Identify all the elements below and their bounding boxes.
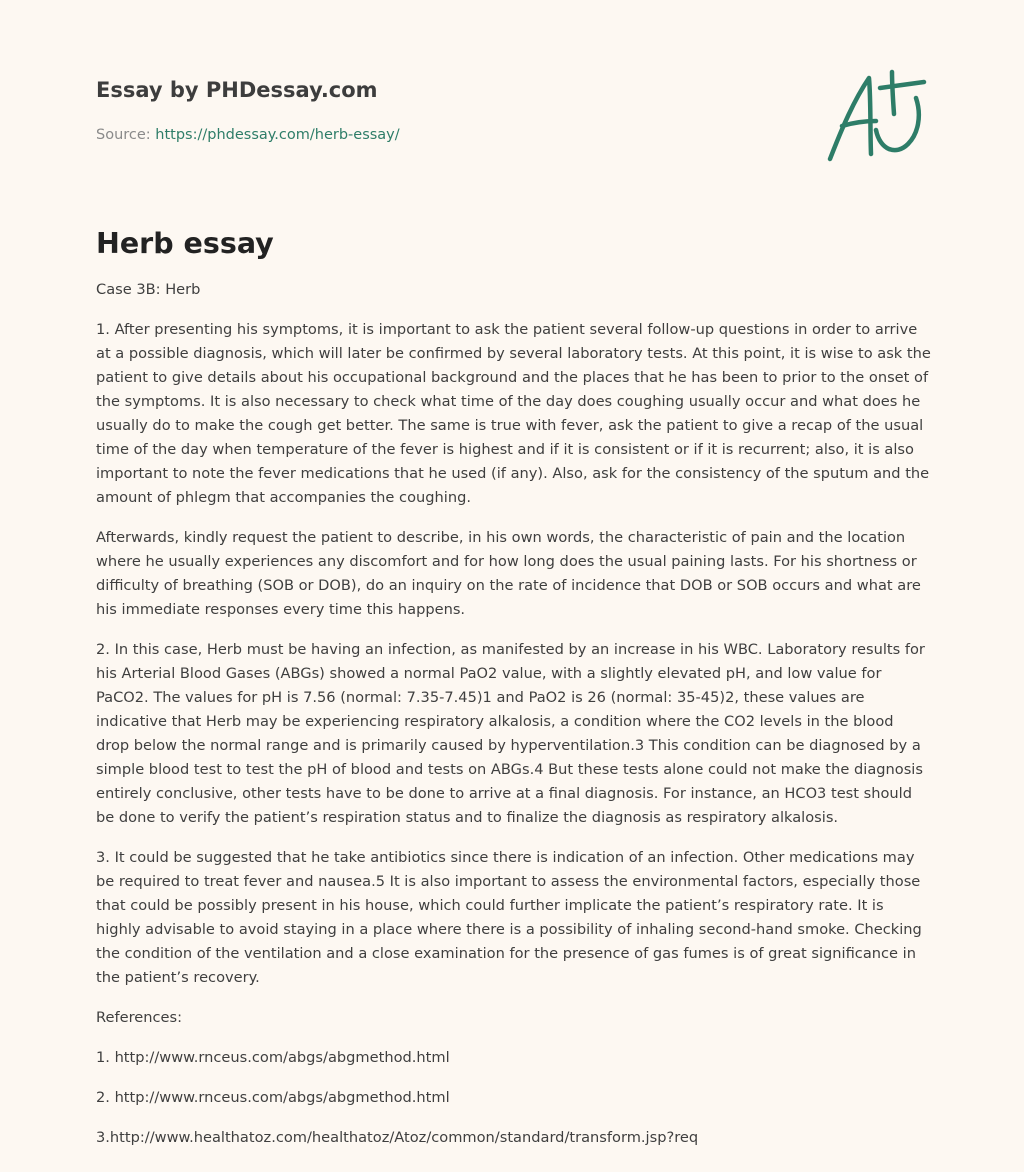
essay-paragraph: Afterwards, kindly request the patient to describe, in his own words, the characteristic of pain and the location where he usually experiences any discomfort and for how long does the usual paining lasts. For his shortness or difficulty of breathing (SOB or DOB), do an inquiry on the rate of incidence that DOB or SOB occurs and what are his immediate responses every time this happens.: [96, 529, 921, 618]
essay-title: Herb essay: [96, 227, 274, 260]
site-header: [96, 74, 656, 146]
a-plus-logo-icon: [822, 66, 930, 168]
essay-paragraph: 2. In this case, Herb must be having an infection, as manifested by an increase in his WBC. Laboratory results for his Arterial Blood Gases (ABGs) showed a normal PaO2 value, with a slightly elevated pH, and low value for PaCO2. The values for pH is 7.56 (normal: 7.35-7.45)1 and PaO2 is 26 (normal: 35-45)2, these values are indicative that Herb may be experiencing respiratory alkalosis, a condition where the CO2 levels in the blood drop below the normal range and is primarily caused by hyperventilation.3 This condition can be diagnosed by a simple blood test to test the pH of blood and tests on ABGs.4 But these tests alone could not make the diagnosis entirely conclusive, other tests have to be done to arrive at a final diagnosis. For instance, an HCO3 test should be done to verify the patient’s respiration status and to finalize the diagnosis as respiratory alkalosis.: [96, 641, 925, 826]
essay-paragraph: 1. After presenting his symptoms, it is important to ask the patient several follow-up questions in order to arrive at a possible diagnosis, which will later be confirmed by several laboratory tests. At this point, it is wise to ask the patient to give details about his occupational background and the places that he has been to prior to the onset of the symptoms. It is also necessary to check what time of the day does coughing usually occur and what does he usually do to make the cough get better. The same is true with fever, ask the patient to give a recap of the usual time of the day when temperature of the fever is highest and if it is consistent or if it is recurrent; also, it is also important to note the fever medications that he used (if any). Also, ask for the consistency of the sputum and the amount of phlegm that accompanies the coughing.: [96, 321, 931, 506]
reference-item: 3.http://www.healthatoz.com/healthatoz/Atoz/common/standard/transform.jsp?req: [96, 1129, 699, 1146]
references-heading: References:: [96, 1009, 183, 1026]
source-link[interactable]: https://phdessay.com/herb-essay/: [155, 127, 400, 143]
reference-item: 1. http://www.rnceus.com/abgs/abgmethod.html: [96, 1049, 450, 1066]
essay-content: [96, 222, 931, 1166]
source-label: Source:: [96, 127, 156, 143]
essay-paragraph: 3. It could be suggested that he take antibiotics since there is indication of an infection. Other medications may be required to treat fever and nausea.5 It is also important to assess the environmental factors, especially those that could be possibly present in his house, which could further implicate the patient’s respiratory rate. It is highly advisable to avoid staying in a place where there is a possibility of inhaling second-hand smoke. Checking the condition of the ventilation and a close examination for the presence of gas fumes is of great significance in the patient’s recovery.: [96, 849, 922, 986]
site-title: Essay by PHDessay.com: [96, 78, 378, 102]
source-line: [96, 124, 656, 146]
reference-item: 2. http://www.rnceus.com/abgs/abgmethod.html: [96, 1089, 450, 1106]
essay-paragraph: Case 3B: Herb: [96, 281, 201, 298]
